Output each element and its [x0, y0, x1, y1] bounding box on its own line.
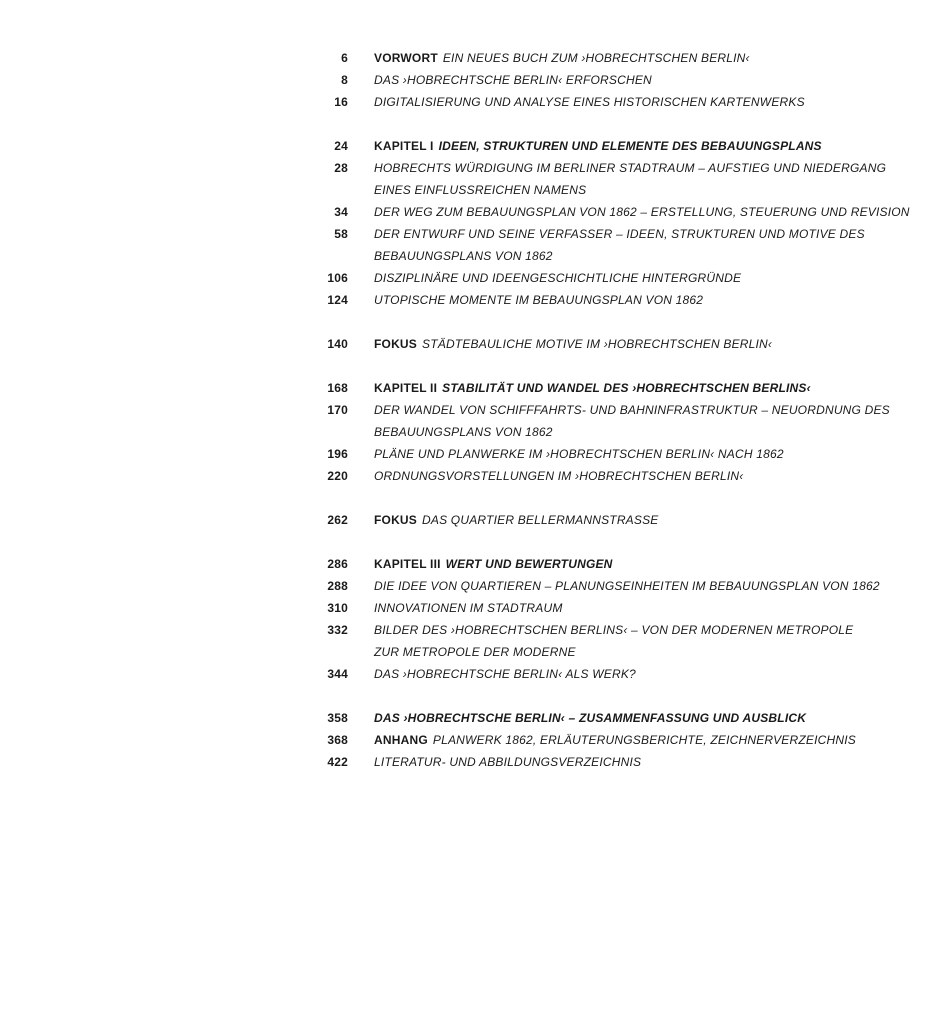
- entry-title: ZUR METROPOLE DER MODERNE: [374, 645, 576, 659]
- toc-entry[interactable]: [320, 597, 880, 619]
- toc-entry[interactable]: [320, 443, 880, 465]
- page-number: 168: [327, 381, 348, 395]
- entry-title: STÄDTEBAULICHE MOTIVE IM ›HOBRECHTSCHEN BERLIN‹: [422, 337, 773, 351]
- entry-text: [374, 377, 811, 399]
- toc-entry[interactable]: [320, 223, 880, 245]
- entry-title: BEBAUUNGSPLANS VON 1862: [374, 249, 553, 263]
- entry-text: [374, 223, 865, 245]
- entry-text: [374, 91, 805, 113]
- section-label: ANHANG: [374, 733, 428, 747]
- section-spacer: [320, 311, 880, 333]
- entry-text: [374, 619, 853, 641]
- entry-text: [374, 575, 880, 597]
- entry-title: PLÄNE UND PLANWERKE IM ›HOBRECHTSCHEN BERLIN‹ NACH 1862: [374, 447, 784, 461]
- entry-title: HOBRECHTS WÜRDIGUNG IM BERLINER STADTRAUM – AUFSTIEG UND NIEDERGANG: [374, 161, 887, 175]
- page-number: 288: [327, 579, 348, 593]
- entry-title: DIE IDEE VON QUARTIEREN – PLANUNGSEINHEITEN IM BEBAUUNGSPLAN VON 1862: [374, 579, 880, 593]
- section-spacer: [320, 487, 880, 509]
- entry-title: ORDNUNGSVORSTELLUNGEN IM ›HOBRECHTSCHEN BERLIN‹: [374, 469, 744, 483]
- section-spacer: [320, 113, 880, 135]
- toc-entry[interactable]: [320, 377, 880, 399]
- page-number: 332: [327, 623, 348, 637]
- page-number: 220: [327, 469, 348, 483]
- entry-text: [374, 553, 613, 575]
- entry-text: [374, 179, 586, 201]
- entry-text: [374, 443, 784, 465]
- entry-title: DAS QUARTIER BELLERMANNSTRASSE: [422, 513, 659, 527]
- toc-entry[interactable]: [320, 509, 880, 531]
- entry-text: [374, 245, 553, 267]
- page-number: 6: [341, 51, 348, 65]
- toc-entry[interactable]: [320, 421, 880, 443]
- page-number: 196: [327, 447, 348, 461]
- entry-title: INNOVATIONEN IM STADTRAUM: [374, 601, 563, 615]
- entry-title: PLANWERK 1862, ERLÄUTERUNGSBERICHTE, ZEICHNERVERZEICHNIS: [432, 733, 856, 747]
- entry-text: [374, 333, 772, 355]
- page-number: 28: [334, 161, 348, 175]
- entry-title: IDEEN, STRUKTUREN UND ELEMENTE DES BEBAUUNGSPLANS: [438, 139, 822, 153]
- toc-entry[interactable]: [320, 333, 880, 355]
- toc-entry[interactable]: [320, 245, 880, 267]
- toc-entry[interactable]: [320, 289, 880, 311]
- entry-text: [374, 399, 890, 421]
- entry-text: [374, 421, 553, 443]
- toc-entry[interactable]: [320, 179, 880, 201]
- page-number: 368: [327, 733, 348, 747]
- entry-text: [374, 135, 822, 157]
- page-number: 34: [334, 205, 348, 219]
- page-number: 106: [327, 271, 348, 285]
- entry-title: DAS ›HOBRECHTSCHE BERLIN‹ ERFORSCHEN: [374, 73, 652, 87]
- section-label: FOKUS: [374, 513, 417, 527]
- toc-entry[interactable]: [320, 575, 880, 597]
- entry-title: EIN NEUES BUCH ZUM ›HOBRECHTSCHEN BERLIN‹: [442, 51, 750, 65]
- page-number: 358: [327, 711, 348, 725]
- section-spacer: [320, 685, 880, 707]
- section-label: KAPITEL III: [374, 557, 441, 571]
- entry-text: [374, 157, 886, 179]
- toc-entry[interactable]: [320, 553, 880, 575]
- page-number: 8: [341, 73, 348, 87]
- entry-title: DER WANDEL VON SCHIFFFAHRTS- UND BAHNINFRASTRUKTUR – NEUORDNUNG DES: [374, 403, 890, 417]
- entry-title: WERT UND BEWERTUNGEN: [445, 557, 613, 571]
- entry-title: UTOPISCHE MOMENTE IM BEBAUUNGSPLAN VON 1862: [374, 293, 704, 307]
- toc-entry[interactable]: [320, 47, 880, 69]
- entry-text: [374, 69, 652, 91]
- toc-entry[interactable]: [320, 707, 880, 729]
- page-number: 140: [327, 337, 348, 351]
- entry-title: STABILITÄT UND WANDEL DES ›HOBRECHTSCHEN BERLINS‹: [442, 381, 811, 395]
- entry-title: DER ENTWURF UND SEINE VERFASSER – IDEEN, STRUKTUREN UND MOTIVE DES: [374, 227, 865, 241]
- entry-text: [374, 729, 856, 751]
- entry-title: DIGITALISIERUNG UND ANALYSE EINES HISTORISCHEN KARTENWERKS: [374, 95, 805, 109]
- entry-title: EINES EINFLUSSREICHEN NAMENS: [374, 183, 587, 197]
- toc-entry[interactable]: [320, 267, 880, 289]
- toc-entry[interactable]: [320, 135, 880, 157]
- page-number: 286: [327, 557, 348, 571]
- entry-text: [374, 509, 659, 531]
- section-label: VORWORT: [374, 51, 438, 65]
- page-number: 344: [327, 667, 348, 681]
- toc-entry[interactable]: [320, 201, 910, 223]
- entry-text: [374, 465, 743, 487]
- page-number: 310: [327, 601, 348, 615]
- page-number: 58: [334, 227, 348, 241]
- toc-entry[interactable]: [320, 663, 880, 685]
- toc-entry[interactable]: [320, 69, 880, 91]
- section-label: KAPITEL II: [374, 381, 438, 395]
- toc-entry[interactable]: [320, 91, 880, 113]
- page-number: 124: [327, 293, 348, 307]
- page-number: 16: [334, 95, 348, 109]
- toc-entry[interactable]: [320, 641, 880, 663]
- entry-title: LITERATUR- UND ABBILDUNGSVERZEICHNIS: [374, 755, 642, 769]
- toc-entry[interactable]: [320, 619, 880, 641]
- toc-entry[interactable]: [320, 157, 887, 179]
- entry-title: BEBAUUNGSPLANS VON 1862: [374, 425, 553, 439]
- entry-text: [374, 47, 750, 69]
- section-label: KAPITEL I: [374, 139, 434, 153]
- entry-text: [374, 641, 576, 663]
- toc-entry[interactable]: [320, 729, 880, 751]
- entry-text: [374, 267, 741, 289]
- page-number: 24: [334, 139, 348, 153]
- toc-entry[interactable]: [320, 465, 880, 487]
- entry-text: [374, 751, 641, 773]
- section-spacer: [320, 531, 880, 553]
- entry-title: DAS ›HOBRECHTSCHE BERLIN‹ ALS WERK?: [374, 667, 636, 681]
- section-spacer: [320, 355, 880, 377]
- entry-text: [374, 663, 636, 685]
- entry-text: [374, 597, 563, 619]
- page-number: 262: [327, 513, 348, 527]
- entry-title: DER WEG ZUM BEBAUUNGSPLAN VON 1862 – ERSTELLUNG, STEUERUNG UND REVISION: [374, 205, 910, 219]
- entry-text: [374, 201, 910, 223]
- entry-title: BILDER DES ›HOBRECHTSCHEN BERLINS‹ – VON DER MODERNEN METROPOLE: [374, 623, 854, 637]
- entry-text: [374, 289, 703, 311]
- section-label: FOKUS: [374, 337, 417, 351]
- toc-entry[interactable]: [320, 399, 890, 421]
- entry-title: DISZIPLINÄRE UND IDEENGESCHICHTLICHE HINTERGRÜNDE: [374, 271, 742, 285]
- table-of-contents: [320, 47, 910, 773]
- page-number: 170: [327, 403, 348, 417]
- page-number: 422: [327, 755, 348, 769]
- entry-text: [374, 707, 806, 729]
- entry-title: DAS ›HOBRECHTSCHE BERLIN‹ – ZUSAMMENFASSUNG UND AUSBLICK: [374, 711, 807, 725]
- toc-entry[interactable]: [320, 751, 880, 773]
